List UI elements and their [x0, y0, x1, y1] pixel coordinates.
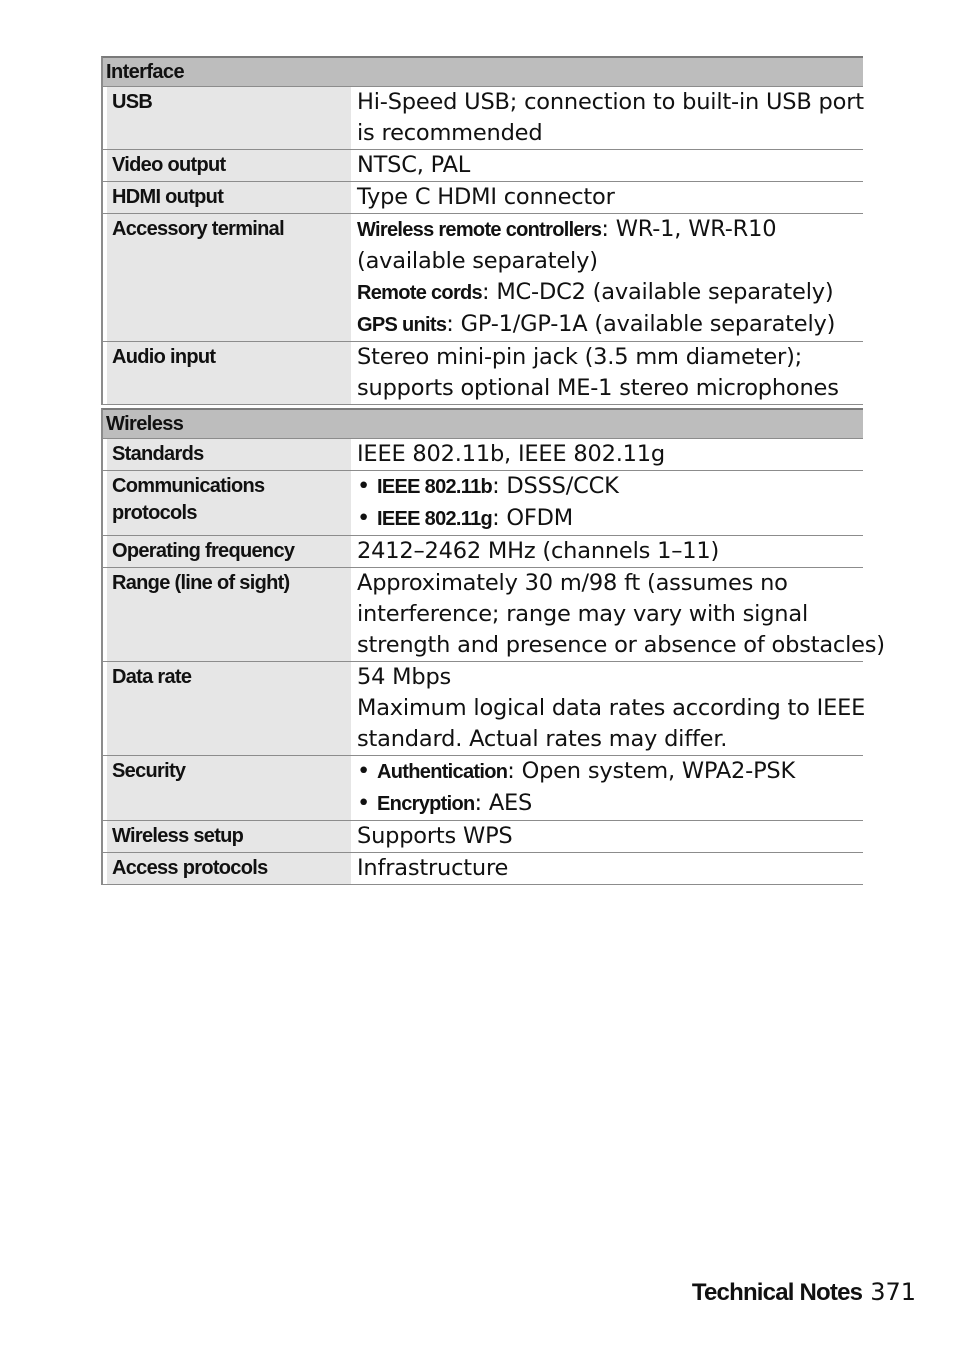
- section-title: Interface: [101, 56, 863, 86]
- spec-row: [103, 438, 863, 471]
- spec-value-term: Authentication: [377, 761, 508, 783]
- spec-row: [103, 342, 863, 405]
- bullet: •: [357, 505, 378, 531]
- spec-label: Security: [107, 756, 351, 820]
- spec-value-line: [357, 118, 864, 149]
- spec-value-line: [357, 853, 863, 884]
- spec-value-line: [357, 471, 863, 503]
- spec-value-text: : OFDM: [492, 505, 573, 531]
- spec-value-line: [357, 662, 865, 693]
- spec-value-text: IEEE 802.11b, IEEE 802.11g: [357, 441, 665, 467]
- spec-value: [351, 182, 863, 213]
- spec-value-text: 2412–2462 MHz (channels 1–11): [357, 538, 720, 564]
- spec-value-text: Stereo mini-pin jack (3.5 mm diameter);: [357, 344, 803, 370]
- spec-value-line: [357, 568, 885, 599]
- spec-value-line: [357, 214, 863, 246]
- spec-value-term: IEEE 802.11b: [377, 476, 493, 498]
- page-footer: [692, 1278, 916, 1307]
- spec-value-text: Approximately 30 m/98 ft (assumes no: [357, 570, 788, 596]
- spec-value-text: : Open system, WPA2-PSK: [507, 758, 796, 784]
- spec-value: [351, 471, 863, 535]
- spec-value-line: [357, 821, 863, 852]
- spec-value-text: : GP-1/GP-1A (available separately): [446, 311, 836, 337]
- wireless-section: [101, 408, 885, 885]
- spec-value-term: Wireless remote controllers: [357, 219, 602, 241]
- spec-label: Range (line of sight): [107, 568, 351, 661]
- spec-value: [351, 536, 863, 567]
- spec-row: [103, 86, 863, 150]
- spec-value: [351, 853, 863, 884]
- spec-value-line: [357, 599, 885, 630]
- spec-value-line: [357, 342, 863, 373]
- spec-row: [103, 150, 863, 182]
- spec-value-line: [357, 182, 863, 213]
- section-title: Wireless: [101, 408, 863, 438]
- spec-row: [103, 182, 863, 214]
- spec-value-text: Hi-Speed USB; connection to built-in USB port: [357, 89, 864, 115]
- spec-value-line: [357, 788, 863, 820]
- spec-value-line: [357, 630, 885, 661]
- spec-row: [103, 756, 863, 821]
- spec-value-line: [357, 150, 863, 181]
- page-number: 371: [870, 1278, 916, 1306]
- spec-value-line: [357, 756, 863, 788]
- spec-value-line: [357, 277, 863, 309]
- spec-value-line: [357, 503, 863, 535]
- spec-label: Video output: [107, 150, 351, 181]
- spec-label: Operating frequency: [107, 536, 351, 567]
- spec-value: [351, 821, 863, 852]
- spec-label: Access protocols: [107, 853, 351, 884]
- spec-value-text: NTSC, PAL: [357, 152, 471, 178]
- spec-value-text: : DSSS/CCK: [492, 473, 619, 499]
- spec-row: [103, 821, 863, 853]
- spec-row: [103, 662, 866, 756]
- spec-label: Audio input: [107, 342, 351, 404]
- spec-value-line: [357, 87, 864, 118]
- spec-label: Data rate: [107, 662, 351, 755]
- spec-value: [351, 756, 863, 820]
- bullet: •: [357, 790, 378, 816]
- spec-value-text: supports optional ME-1 stereo microphones: [357, 375, 839, 401]
- spec-value: [351, 342, 863, 404]
- spec-row: [103, 568, 885, 662]
- spec-value-text: (available separately): [357, 248, 598, 274]
- spec-value-line: [357, 724, 865, 755]
- spec-value-text: is recommended: [357, 120, 543, 146]
- spec-value-text: 54 Mbps: [357, 664, 452, 690]
- spec-value: [351, 439, 863, 470]
- spec-value-text: : AES: [474, 790, 533, 816]
- spec-value-text: interference; range may vary with signal: [357, 601, 809, 627]
- spec-value-line: [357, 536, 863, 567]
- footer-section-title: Technical Notes: [691, 1279, 863, 1306]
- spec-value-text: Infrastructure: [357, 855, 509, 881]
- spec-value-term: GPS units: [357, 314, 447, 336]
- spec-value: [351, 150, 863, 181]
- spec-label: Communications protocols: [107, 471, 351, 535]
- spec-value-line: [357, 309, 863, 341]
- spec-label: Standards: [107, 439, 351, 470]
- spec-value-text: strength and presence or absence of obstacles): [357, 632, 885, 658]
- bullet: •: [357, 758, 378, 784]
- spec-label: USB: [107, 87, 351, 149]
- wireless-table: [101, 438, 885, 885]
- spec-value-text: Type C HDMI connector: [357, 184, 615, 210]
- interface-section: [101, 56, 863, 405]
- spec-row: [103, 471, 863, 536]
- spec-value-text: : WR-1, WR-R10: [601, 216, 777, 242]
- spec-value-line: [357, 693, 865, 724]
- spec-value-term: Encryption: [377, 793, 475, 815]
- interface-table: [101, 86, 863, 405]
- bullet: •: [357, 473, 378, 499]
- spec-value: [351, 568, 885, 661]
- spec-value: [351, 214, 863, 341]
- spec-row: [103, 214, 863, 342]
- spec-row: [103, 536, 863, 568]
- spec-value-term: IEEE 802.11g: [377, 508, 493, 530]
- spec-value-term: Remote cords: [357, 282, 482, 304]
- spec-value-text: : MC-DC2 (available separately): [481, 279, 834, 305]
- spec-label: Accessory terminal: [107, 214, 351, 341]
- spec-label: HDMI output: [107, 182, 351, 213]
- spec-value: [351, 662, 865, 755]
- spec-label: Wireless setup: [107, 821, 351, 852]
- spec-value-line: [357, 439, 863, 470]
- spec-value-line: [357, 246, 863, 277]
- spec-value-text: Maximum logical data rates according to IEEE: [357, 695, 866, 721]
- spec-value: [351, 87, 864, 149]
- spec-value-text: standard. Actual rates may differ.: [357, 726, 728, 752]
- spec-row: [103, 853, 863, 885]
- spec-value-line: [357, 373, 863, 404]
- spec-value-text: Supports WPS: [357, 823, 513, 849]
